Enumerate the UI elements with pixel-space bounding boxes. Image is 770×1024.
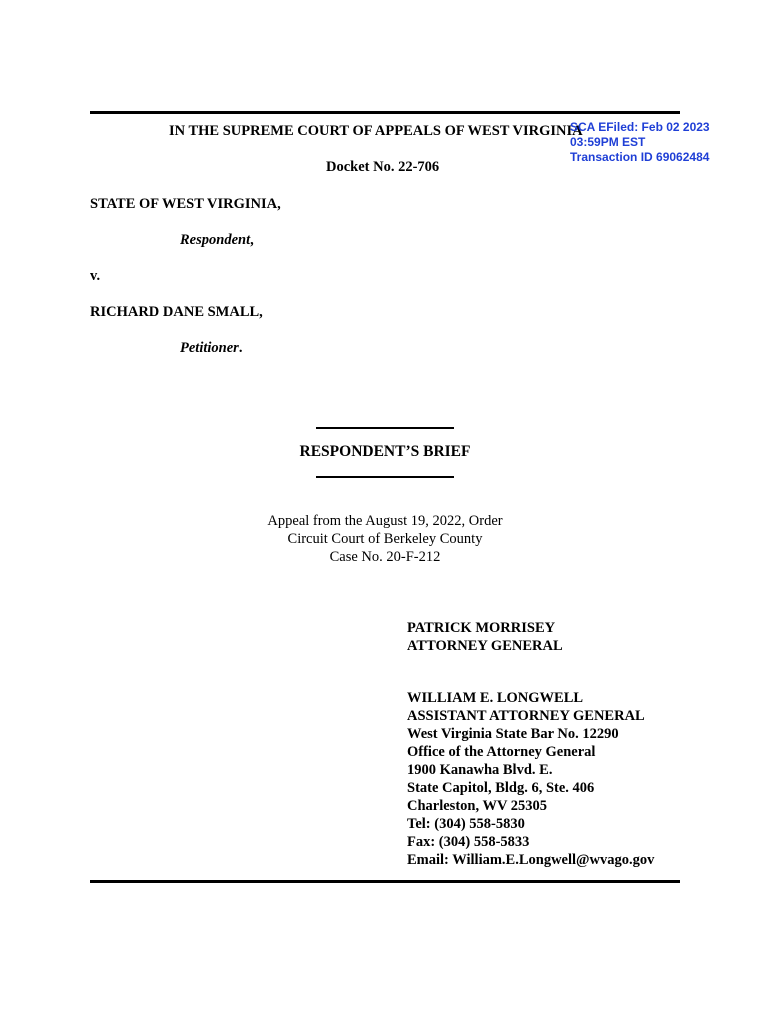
attorney-general-block (407, 619, 563, 655)
title-dash-bottom (316, 476, 454, 478)
efiling-stamp (570, 120, 710, 165)
counsel-tel: Tel: (304) 558-5830 (407, 816, 525, 832)
counsel-title: ASSISTANT ATTORNEY GENERAL (407, 708, 645, 724)
counsel-city: Charleston, WV 25305 (407, 798, 548, 814)
court-heading: IN THE SUPREME COURT OF APPEALS OF WEST VIRGINIA (169, 123, 583, 139)
bottom-rule (90, 880, 680, 883)
counsel-office: Office of the Attorney General (407, 744, 596, 760)
efiling-stamp-line2: 03:59PM EST (570, 135, 646, 149)
efiling-stamp-line3: Transaction ID 69062484 (570, 150, 710, 164)
appeal-line2: Circuit Court of Berkeley County (287, 531, 483, 547)
docket-number: Docket No. 22-706 (326, 159, 440, 175)
respondent-role: Respondent (180, 232, 251, 248)
counsel-block (407, 689, 654, 869)
counsel-address2: State Capitol, Bldg. 6, Ste. 406 (407, 780, 595, 796)
counsel-email: Email: William.E.Longwell@wvago.gov (407, 852, 655, 868)
counsel-bar-number: West Virginia State Bar No. 12290 (407, 726, 619, 742)
versus: v. (90, 268, 101, 284)
respondent-role-line: Respondent, (180, 232, 254, 248)
petitioner-name: RICHARD DANE SMALL, (90, 304, 263, 320)
efiling-stamp-line1: SCA EFiled: Feb 02 2023 (570, 120, 710, 134)
counsel-address1: 1900 Kanawha Blvd. E. (407, 762, 553, 778)
respondent-name: STATE OF WEST VIRGINIA, (90, 196, 281, 212)
brief-title: RESPONDENT’S BRIEF (299, 443, 471, 460)
top-rule (90, 111, 680, 114)
title-dash-top (316, 427, 454, 429)
attorney-general-title: ATTORNEY GENERAL (407, 638, 563, 654)
counsel-fax: Fax: (304) 558-5833 (407, 834, 530, 850)
petitioner-role: Petitioner (180, 340, 239, 356)
appeal-line1: Appeal from the August 19, 2022, Order (267, 513, 503, 529)
attorney-general-name: PATRICK MORRISEY (407, 620, 556, 636)
petitioner-role-line: Petitioner. (180, 340, 243, 356)
appeal-line3: Case No. 20-F-212 (329, 549, 441, 565)
counsel-name: WILLIAM E. LONGWELL (407, 690, 584, 706)
appeal-info (90, 512, 680, 566)
